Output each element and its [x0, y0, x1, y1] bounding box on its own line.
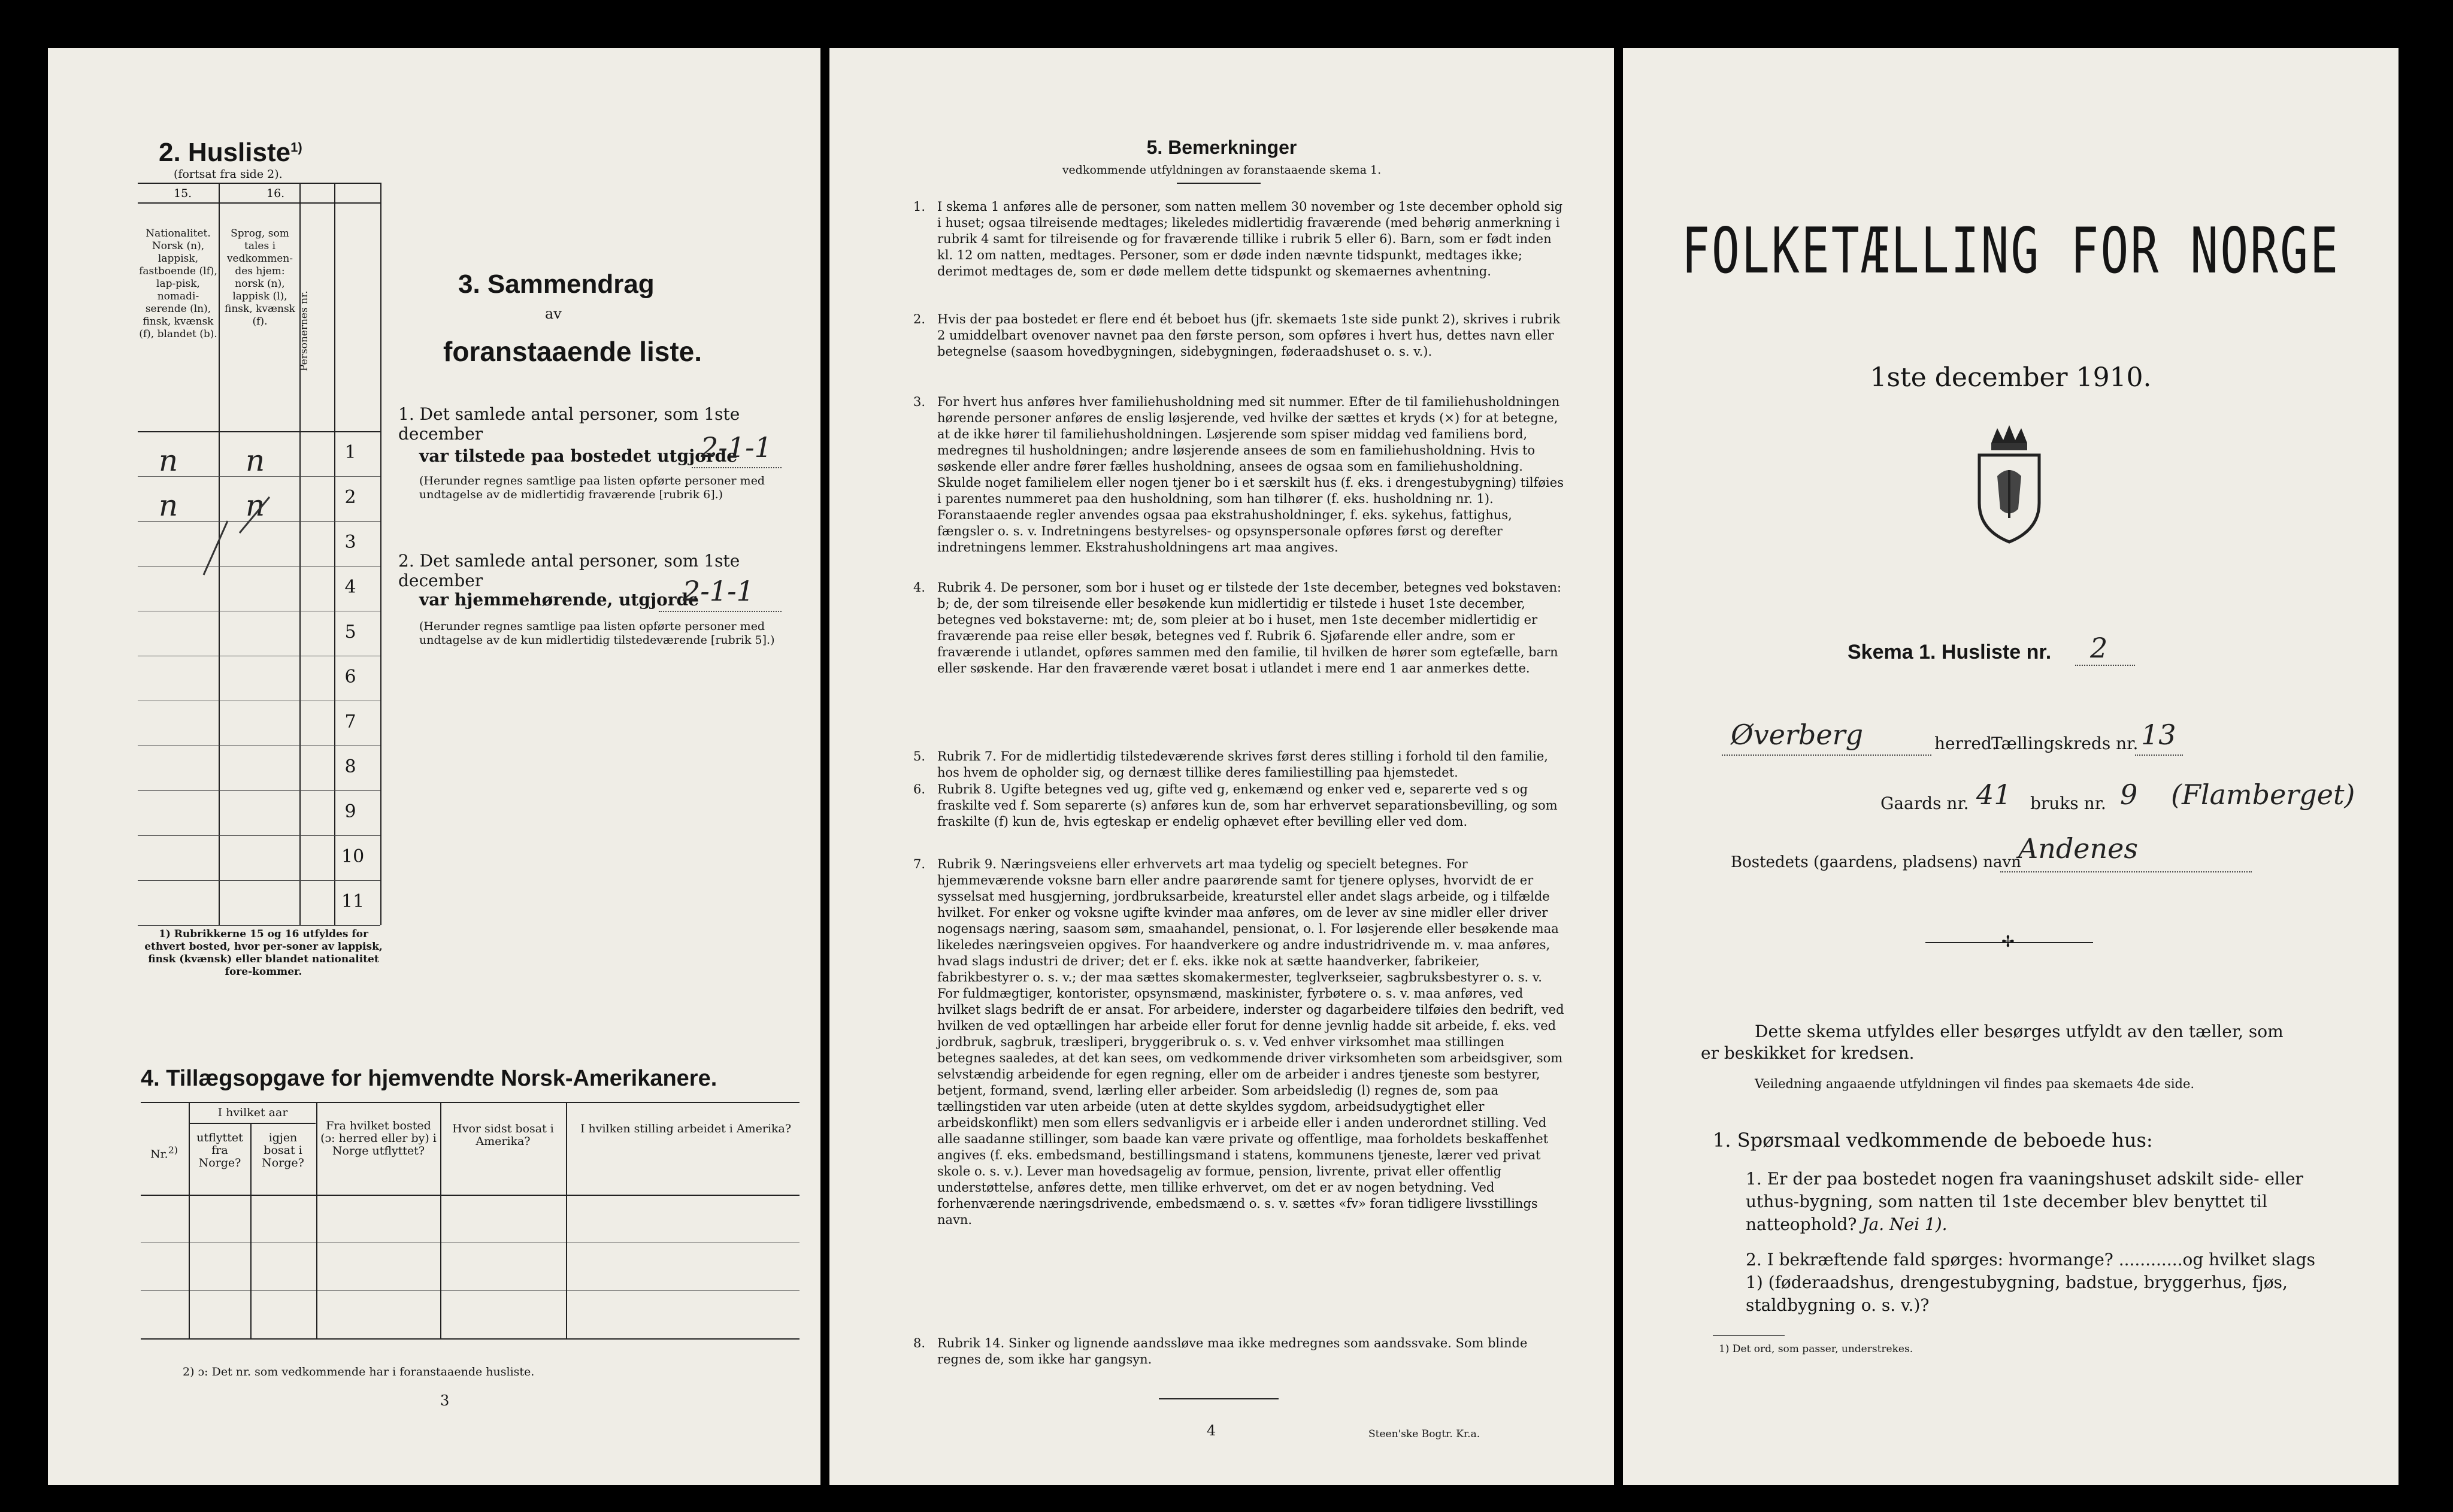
bemerkning-text: Rubrik 8. Ugifte betegnes ved ug, gifte ved g, enkemænd og enker ved e, separerte ved s og fraskilte ved f. Som separerte (s) anføres kun de, som har erhvervet separationsbevilling, og som fraskilte (f) kun de, hvis egteskap er endelig ophævet efter bevilling eller ved dom.: [937, 782, 1558, 829]
bruks-extra: (Flamberget): [2171, 778, 2355, 811]
bemerkninger-title: 5. Bemerkninger: [1146, 137, 1297, 158]
bemerkning-number: 8.: [913, 1336, 926, 1350]
item1-note: (Herunder regnes samtlige paa listen opførte personer med undtagelse av de midlertidig fraværende [rubrik 6].): [419, 474, 765, 501]
question-heading: 1. Spørsmaal vedkommende de beboede hus:: [1713, 1129, 2153, 1152]
bemerkning-paragraph: [913, 580, 1566, 677]
coat-of-arms-icon: [1967, 419, 2051, 545]
bemerkning-paragraph: [913, 856, 1566, 1228]
tbl-utflyttet-header: utflyttet fra Norge?: [196, 1131, 243, 1169]
bemerkning-text: I skema 1 anføres alle de personer, som natten mellem 30 november og 1ste december ophold sig i huset; ogsaa tilreisende medtages; likeledes midlertidig fraværende (med behørig anmerkning i rubrik 4 samt for tilreisende og for fraværende tillike i rubrik 5 eller 6). Barn, som er født inden kl. 12 om natten, medtages. Personer, som er døde inden nævnte tidspunkt, medtages ikke; derimot medtages de, som er døde mellem dette tidspunkt og skemaernes avhentning.: [937, 199, 1563, 278]
husliste-row-number: 7: [344, 711, 356, 732]
intro-text: Dette skema utfyldes eller besørges utfyldt av den tæller, som er beskikket for kredsen.: [1701, 1022, 2284, 1063]
hand-language-2: n: [246, 488, 265, 523]
tbl-stilling-header: I hvilken stilling arbeidet i Amerika?: [580, 1122, 792, 1135]
bemerkning-paragraph: [913, 781, 1566, 830]
husliste-title: 2. Husliste$^{1)}$: [159, 138, 302, 167]
gaards-label: Gaards nr.: [1880, 793, 1969, 813]
printer-mark: Steen'ske Bogtr. Kr.a.: [1368, 1428, 1480, 1440]
husliste-subtitle: (fortsat fra side 2).: [174, 168, 283, 181]
tbl-year-header: I hvilket aar: [217, 1106, 288, 1119]
bemerkning-paragraph: [913, 749, 1566, 781]
kreds-label: Tællingskreds nr.: [1991, 734, 2139, 753]
bemerkning-paragraph: [913, 199, 1566, 280]
page-left: [48, 48, 820, 1485]
herred-value: Øverberg: [1731, 719, 1864, 751]
bemerkning-text: Rubrik 14. Sinker og lignende aandssløve maa ikke medregnes som aandssvake. Som blinde regnes de, som ikke har gangsyn.: [937, 1336, 1528, 1366]
hand-language-1: n: [246, 443, 265, 478]
husliste-row-number: 9: [344, 801, 356, 822]
kreds-value: 13: [2141, 719, 2176, 751]
bemerkning-number: 2.: [913, 312, 926, 326]
item1-label: var tilstede paa bostedet utgjorde: [419, 446, 738, 466]
sammendrag-av: av: [545, 305, 562, 322]
page-number-3: 3: [440, 1392, 450, 1409]
col15-number: 15.: [174, 187, 192, 200]
husliste-row-number: 10: [341, 846, 365, 867]
item1-text: 1. Det samlede antal personer, som 1ste december: [398, 404, 740, 444]
husliste-row-number: 11: [341, 891, 365, 912]
bemerkning-number: 6.: [913, 782, 926, 796]
page-middle: [829, 48, 1614, 1485]
husliste-row-number: 2: [344, 487, 356, 508]
husliste-nr-value: 2: [2090, 632, 2108, 664]
question-1: 1. Er der paa bostedet nogen fra vaaningshuset adskilt side- eller uthus-bygning, som natten til 1ste december blev benyttet til natteophold? Ja. Nei 1).: [1746, 1169, 2303, 1234]
herred-label: herred.: [1934, 734, 1997, 753]
husliste-row-line: [138, 521, 380, 522]
bemerkning-number: 7.: [913, 857, 926, 871]
col15-header: Nationalitet. Norsk (n), lappisk, fastboende (lf), lap-pisk, nomadi-serende (ln), finsk, kvænsk (f), blandet (b).: [139, 228, 217, 340]
husliste-row-number: 5: [344, 622, 356, 643]
husliste-footnote: 1) Rubrikkerne 15 og 16 utfyldes for ethvert bosted, hvor per-soner av lappisk, finsk (kvænsk) eller blandet nationalitet fore-kommer.: [144, 928, 383, 978]
ornament-icon: ✢: [2001, 933, 2015, 951]
col16-header: Sprog, som tales i vedkommen-des hjem: norsk (n), lappisk (l), finsk, kvænsk (f).: [225, 228, 295, 328]
hand-nationality-2: n: [159, 488, 178, 523]
bruks-value: 9: [2120, 778, 2138, 811]
husliste-row-line: [138, 880, 380, 881]
tillaeg-title: 4. Tillægsopgave for hjemvendte Norsk-Amerikanere.: [141, 1066, 717, 1091]
bemerkning-text: Rubrik 9. Næringsveiens eller erhvervets art maa tydelig og specielt betegnes. For hjemmeværende voksne barn eller andre paarørende samt for tjenere oplyses, hvorvidt de er sysselsat med husgjerning, jordbruksarbeide, kreaturstel eller andet slags arbeide, og i tilfælde hvilket. For enker og voksne ugifte kvinder maa anføres, om de lever av sine midler eller driver nogensags næring, saasom søm, smaahandel, pensionat, o. l. For løsjerende eller besøkende maa likeledes næringsveien opgives. For haandverkere og andre industridrivende m. v. maa anføres, hvad slags industri de driver; det er f. eks. ikke nok at sætte haandverker, fabrikeier, fabrikbestyrer o. s. v.; der maa sættes skomakermester, teglverkseier, sagbruksbestyrer o. s. v. For fuldmægtiger, kontorister, opsynsmænd, maskinister, fyrbøtere o. s. v. maa anføres, ved hvilket slags bedrift de er ansat. For arbeidere, inderster og dagarbeidere tilføies den bedrift, ved hvilken de ved optællingen har arbeide eller forut for denne jevnlig hadde sit arbeide, f. eks. ved jordbruk, sagbruk, træsliperi, bryggeribruk o. s. v. Ved enhver virksomhet maa stillingen betegnes saaledes, at det kan sees, om vedkommende driver virksomheten som arbeidsgiver, som selvstændig arbeidende for egen regning, eller om de arbeider i andres tjeneste som bestyrer, betjent, formand, svend, lærling eller arbeider. Som arbeidsledig (l) regnes de, som paa tællingstiden var uten arbeide (uten at dette skyldes sygdom, arbeidsudygtighet eller arbeidskonflikt) men som ellers sedvanligvis er i arbeide eller i anden underordnet stilling. Ved alle saadanne stillinger, som baade kan være private og offentlige, maa forholdets beskaffenhet angives (f. eks. embedsmand, bestillingsmand i statens, kommunens tjeneste, lærer ved privat skole o. s. v.). Lever man hovedsagelig av formue, pension, livrente, privat eller offentlig understøttelse, anføres dette, men tillike erhvervet, om det er av nogen betydning. Ved forhenværende næringsdrivende, embedsmænd o. s. v. sættes «fv» foran tidligere livsstillings navn.: [937, 857, 1564, 1227]
sammendrag-subtitle: foranstaaende liste.: [443, 336, 702, 367]
husliste-row-number: 1: [344, 442, 356, 463]
tbl-hvor-header: Hvor sidst bosat i Amerika?: [452, 1122, 554, 1148]
bemerkning-text: Rubrik 7. For de midlertidig tilstedeværende skrives først deres stilling i forhold til den familie, hos hvem de opholder sig, og dernæst tillike deres familiestilling paa hjemstedet.: [937, 749, 1548, 780]
bemerkning-paragraph: [913, 394, 1566, 556]
bemerkning-text: Rubrik 4. De personer, som bor i huset og er tilstede der 1ste december, betegnes ved bokstaven: b; de, der som tilreisende eller besøkende kun midlertidig er tilstede i huset 1ste december, betegnes ved bokstaverne: mt; de, som pleier at bo i huset, men 1ste december midlertidig er fraværende paa reise eller besøk, betegnes ved f. Rubrik 6. Sjøfarende eller andre, som er fraværende i utlandet, opføres sammen med den familie, til hvilken de hører som egtefælle, barn eller søskende. Har den fraværende været bosat i utlandet i mere end 1 aar anmerkes dette.: [937, 580, 1562, 675]
tbl-igjen-header: igjen bosat i Norge?: [262, 1131, 304, 1169]
item1-value: 2-1-1: [701, 431, 772, 463]
sammendrag-title: 3. Sammendrag: [458, 269, 655, 299]
bemerkning-number: 3.: [913, 395, 926, 409]
item2-label: var hjemmehørende, utgjorde: [419, 590, 699, 610]
husliste-row-number: 4: [344, 577, 356, 598]
husliste-row-line: [138, 925, 380, 926]
strike-marks: [138, 431, 305, 623]
page-number-4: 4: [1207, 1422, 1216, 1439]
right-footnote: 1) Det ord, som passer, understrekes.: [1719, 1343, 1913, 1355]
bruks-label: bruks nr.: [2030, 793, 2106, 813]
item2-value: 2-1-1: [683, 575, 754, 607]
item2-note: (Herunder regnes samtlige paa listen opførte personer med undtagelse av de kun midlertidig tilstedeværende [rubrik 5].): [419, 620, 775, 647]
husliste-row-line: [138, 835, 380, 836]
bemerkning-number: 5.: [913, 749, 926, 763]
husliste-row-number: 3: [344, 532, 356, 553]
husliste-row-number: 6: [344, 666, 356, 687]
hand-nationality-1: n: [159, 443, 178, 478]
page-right: [1623, 48, 2399, 1485]
bosted-label: Bostedets (gaardens, pladsens) navn: [1731, 853, 2021, 871]
bemerkning-paragraph: [913, 311, 1566, 360]
col16-number: 16.: [267, 187, 285, 200]
tbl-fra-header: Fra hvilket bosted (ɔ: herred eller by) i Norge utflyttet?: [320, 1119, 437, 1158]
item2-text: 2. Det samlede antal personer, som 1ste december: [398, 551, 740, 590]
bosted-value: Andenes: [2018, 832, 2138, 865]
veiledning-text: Veiledning angaaende utfyldningen vil findes paa skemaets 4de side.: [1755, 1077, 2195, 1091]
tillaeg-footnote: 2) ɔ: Det nr. som vedkommende har i foranstaaende husliste.: [183, 1365, 535, 1378]
bemerkninger-subtitle: vedkommende utfyldningen av foranstaaende skema 1.: [1062, 163, 1382, 177]
bemerkning-number: 1.: [913, 199, 926, 214]
gaards-value: 41: [1976, 778, 2012, 811]
bemerkning-text: Hvis der paa bostedet er flere end ét beboet hus (jfr. skemaets 1ste side punkt 2), skrives i rubrik 2 umiddelbart ovenover navnet paa den første person, som opføres i hvert hus, dettes navn eller betegnelse (saasom hovedbygningen, sidebygningen, føderaadshuset o. s. v.).: [937, 312, 1561, 359]
bemerkning-number: 4.: [913, 580, 926, 595]
skema-label: Skema 1. Husliste nr.: [1848, 641, 2052, 663]
husliste-row-line: [138, 476, 380, 477]
census-title: FOLKETÆLLING FOR NORGE: [1681, 215, 2340, 288]
bemerkning-paragraph: [913, 1335, 1566, 1368]
husliste-row-line: [138, 790, 380, 791]
tbl-nr-header: Nr.$^{2)}$: [150, 1144, 178, 1161]
husliste-row-number: 8: [344, 756, 356, 777]
personer-header: Personernes nr.: [298, 290, 310, 371]
census-date: 1ste december 1910.: [1870, 362, 2152, 393]
bemerkning-text: For hvert hus anføres hver familiehusholdning med sit nummer. Efter de til familiehusholdningen hørende personer anføres de enslig løsjerende, ved hvilke der sættes et kryds (×) for at betegne, at de ikke hører til familiehusholdningen. Løsjerende som spiser middag ved familiens bord, medregnes til husholdningen; andre løsjerende ansees de som en familiehusholdning. Hvis to søskende eller andre fører fælles husholdning, ansees de ogsaa som en familiehusholdning. Skulde noget familielem eller nogen tjener bo i et særskilt hus (f. eks. i drengestubygning) tilføies i parentes nummeret paa den husholdning, som han tilhører (f. eks. husholdning nr. 1). Foranstaaende regler anvendes ogsaa paa ekstrahusholdninger, f. eks. sykehus, fattighus, fængsler o. s. v. Indretningens bestyrelses- og opsynspersonale opføres først og derefter indretningens lemmer. Ekstrahusholdningens art maa angives.: [937, 395, 1564, 554]
question-2: 2. I bekræftende fald spørges: hvormange? ............og hvilket slags 1) (føderaadshus, drengestubygning, badstue, bryggerhus, fjøs, staldbygning o. s. v.)?: [1746, 1250, 2315, 1315]
